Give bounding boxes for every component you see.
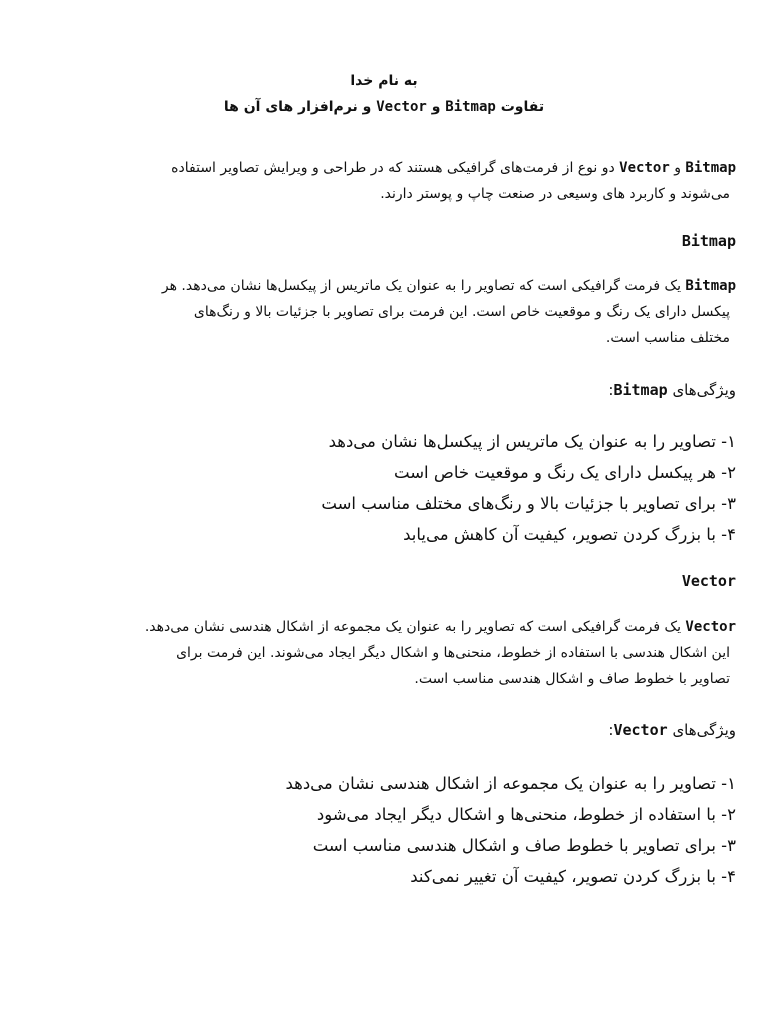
vector-heading — [682, 569, 736, 593]
title-suffix: و نرم‌افزار های آن ها — [223, 99, 372, 115]
title-term-bitmap: Bitmap — [445, 99, 496, 115]
list-item: ۱- تصاویر را به عنوان یک مجموعه از اشکال هندسی نشان می‌دهد — [285, 774, 736, 793]
title-term-vector: Vector — [376, 99, 427, 115]
bitmap-features-heading — [608, 378, 736, 402]
vector-desc-line-3: تصاویر با خطوط صاف و اشکال هندسی مناسب است. — [414, 671, 730, 687]
list-item: ۴- با بزرگ کردن تصویر، کیفیت آن کاهش می‌یابد — [403, 525, 736, 544]
vector-description — [21, 614, 736, 692]
vector-features-heading — [608, 718, 736, 742]
vector-desc-line-1-rest: یک فرمت گرافیکی است که تصاویر را به عنوان یک مجموعه از اشکال هندسی نشان می‌دهد. — [144, 619, 681, 635]
bitmap-features-suffix: : — [608, 381, 614, 399]
list-item: ۲- هر پیکسل دارای یک رنگ و موقعیت خاص است — [394, 463, 736, 482]
bitmap-desc-line-2: پیکسل دارای یک رنگ و موقعیت خاص است. این فرمت برای تصاویر با جزئیات بالا و رنگ‌های — [193, 304, 730, 320]
intro-line-2: می‌شوند و کاربرد های وسیعی در صنعت چاپ و پوستر دارند. — [380, 186, 730, 202]
vector-heading-text: Vector — [681, 572, 736, 590]
document-title — [0, 68, 768, 120]
vector-desc-term: Vector — [685, 619, 736, 635]
vector-features-suffix: : — [608, 721, 614, 739]
intro-and: و — [674, 160, 681, 176]
intro-paragraph — [21, 155, 736, 207]
title-prefix: تفاوت — [500, 99, 545, 115]
title-line-1: به نام خدا — [350, 73, 418, 89]
title-line-2 — [0, 94, 768, 120]
list-item: ۴- با بزرگ کردن تصویر، کیفیت آن تغییر نمی‌کند — [410, 867, 736, 886]
intro-term-bitmap: Bitmap — [685, 160, 736, 176]
bitmap-desc-line-1-rest: یک فرمت گرافیکی است که تصاویر را به عنوان یک ماتریس از پیکسل‌ها نشان می‌دهد. هر — [161, 278, 681, 294]
list-item: ۱- تصاویر را به عنوان یک ماتریس از پیکسل‌ها نشان می‌دهد — [328, 432, 736, 451]
list-item: ۲- با استفاده از خطوط، منحنی‌ها و اشکال دیگر ایجاد می‌شود — [316, 805, 736, 824]
intro-term-vector: Vector — [619, 160, 670, 176]
vector-desc-line-1 — [21, 614, 736, 640]
vector-features-list — [285, 768, 736, 892]
vector-desc-line-2: این اشکال هندسی با استفاده از خطوط، منحنی‌ها و اشکال دیگر ایجاد می‌شوند. این فرمت برای — [176, 645, 730, 661]
title-and: و — [431, 99, 441, 115]
bitmap-desc-term: Bitmap — [685, 278, 736, 294]
vector-features-term: Vector — [613, 721, 668, 739]
list-item: ۳- برای تصاویر با جزئیات بالا و رنگ‌های مختلف مناسب است — [321, 494, 736, 513]
bitmap-features-list — [321, 426, 736, 550]
bitmap-features-term: Bitmap — [613, 381, 668, 399]
bitmap-desc-line-3: مختلف مناسب است. — [605, 330, 730, 346]
intro-line-1-rest: دو نوع از فرمت‌های گرافیکی هستند که در طراحی و ویرایش تصاویر استفاده — [171, 160, 615, 176]
vector-features-prefix: ویژگی‌های — [672, 721, 736, 739]
bitmap-description — [21, 273, 736, 351]
bitmap-heading-text: Bitmap — [681, 232, 736, 250]
bitmap-desc-line-1 — [21, 273, 736, 299]
bitmap-features-prefix: ویژگی‌های — [672, 381, 736, 399]
list-item: ۳- برای تصاویر با خطوط صاف و اشکال هندسی مناسب است — [312, 836, 736, 855]
intro-line-1 — [21, 155, 736, 181]
bitmap-heading — [682, 229, 736, 253]
